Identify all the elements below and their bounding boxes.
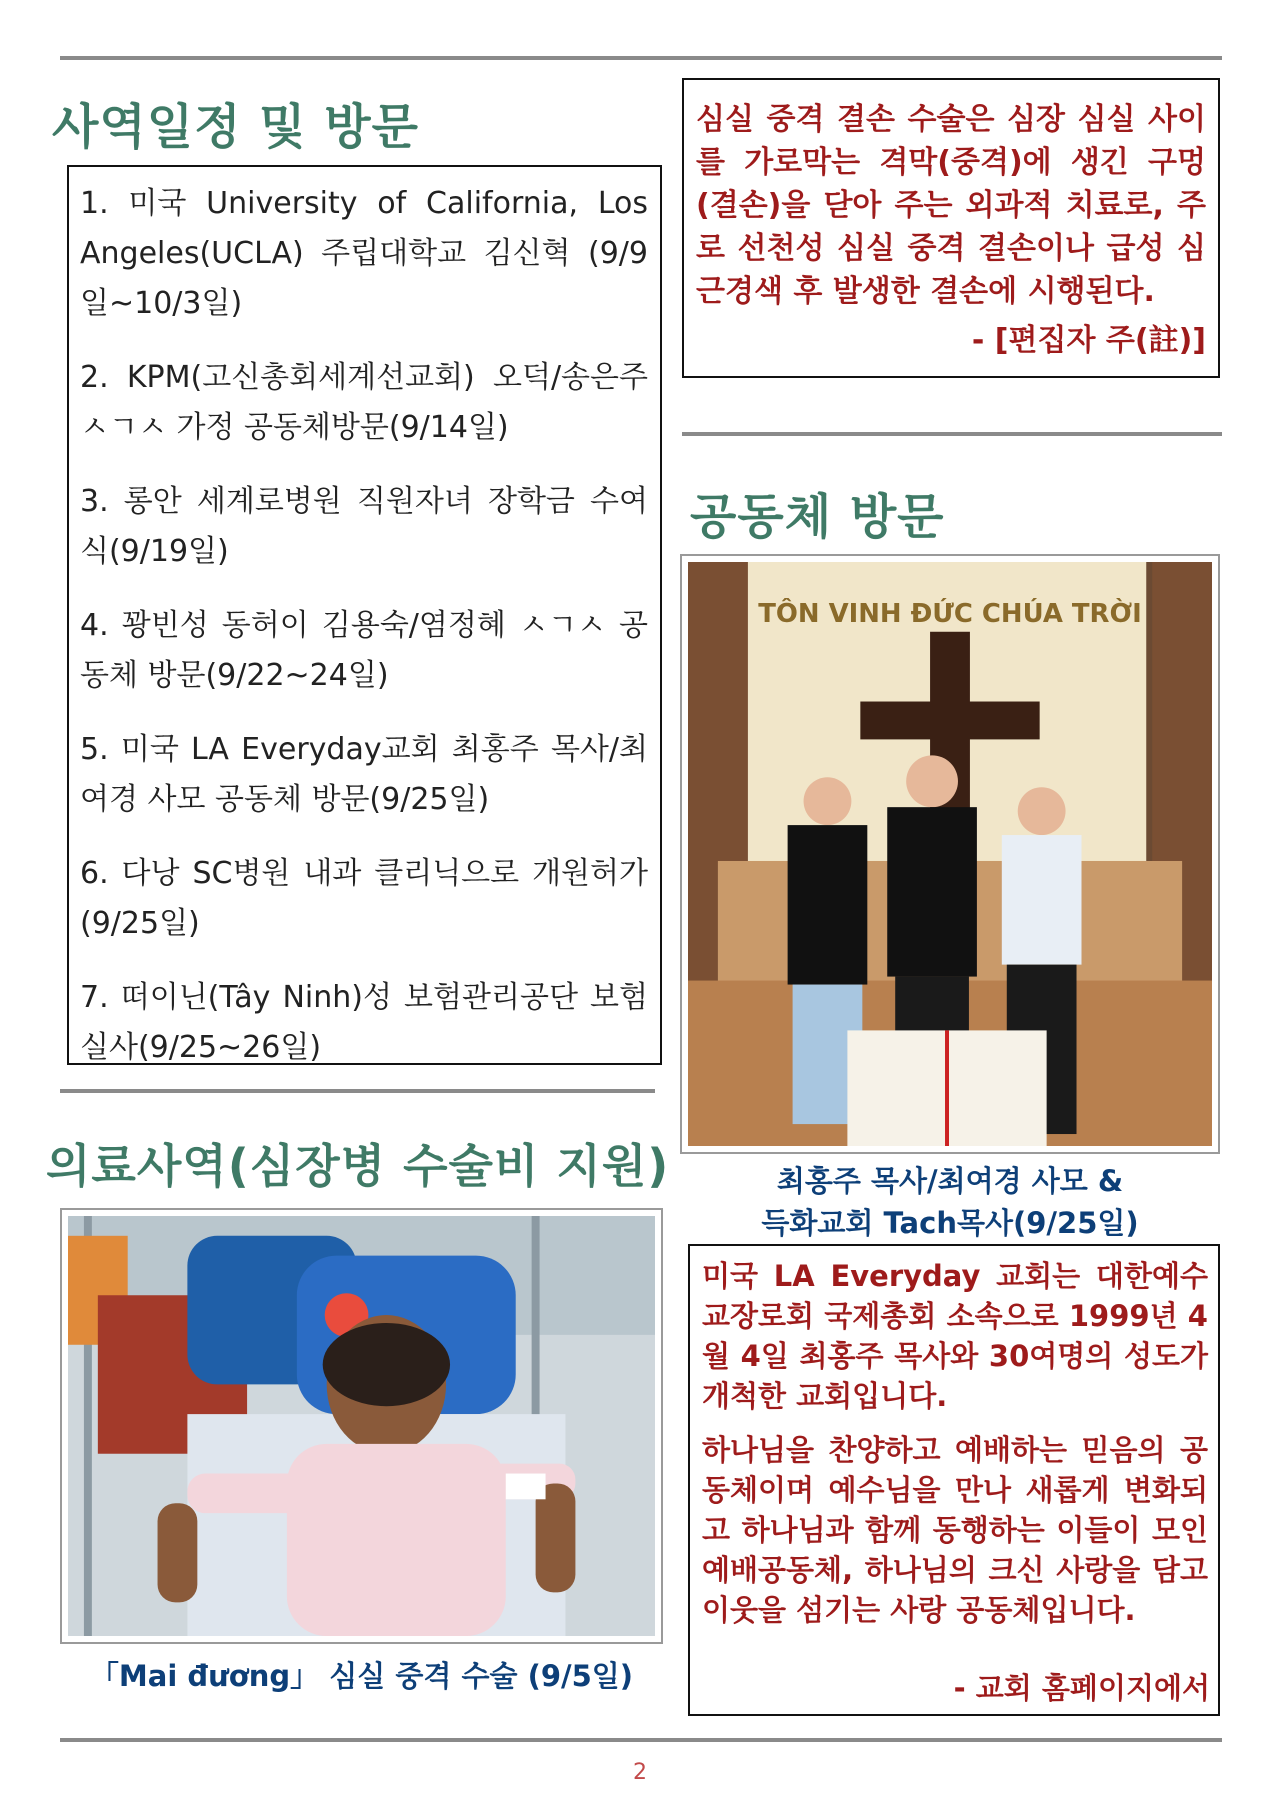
church-caption-line1: 최홍주 목사/최여경 사모 &: [776, 1164, 1124, 1198]
community-heading: 공동체 방문: [690, 489, 945, 545]
right-section-rule: [682, 432, 1222, 436]
church-photo-caption: [680, 1160, 1220, 1244]
schedule-heading: 사역일정 및 방문: [52, 99, 419, 155]
schedule-item: 1. 미국 University of California, Los Angeles(UCLA) 주립대학교 김신혁 (9/9일~10/3일): [80, 186, 648, 321]
church-photo: [688, 562, 1212, 1146]
church-photo-frame: [680, 554, 1220, 1154]
schedule-item: 6. 다낭 SC병원 내과 클리닉으로 개원허가(9/25일): [80, 856, 648, 941]
bottom-rule: [60, 1738, 1222, 1742]
left-section-rule: [60, 1089, 655, 1093]
church-note-paragraph1: 미국 LA Everyday 교회는 대한예수교장로회 국제총회 소속으로 1999년 4월 4일 최홍주 목사와 30여명의 성도가 개척한 교회입니다.: [702, 1259, 1208, 1413]
church-note-signature: - 교회 홈페이지에서: [953, 1671, 1210, 1705]
medical-heading: 의료사역(심장병 수술비 지원): [46, 1139, 670, 1193]
schedule-item: 3. 롱안 세계로병원 직원자녀 장학금 수여식(9/19일): [80, 484, 648, 569]
schedule-item: 5. 미국 LA Everyday교회 최홍주 목사/최여경 사모 공동체 방문(9/25일): [80, 732, 648, 817]
editor-note-box: [682, 78, 1220, 378]
patient-photo: [68, 1216, 655, 1636]
church-note-box: [688, 1244, 1220, 1716]
patient-photo-frame: [60, 1208, 663, 1644]
top-rule: [60, 56, 1222, 60]
church-banner-text: TÔN VINH ĐỨC CHÚA TRỜI: [758, 598, 1142, 629]
church-note-paragraph2: 하나님을 찬양하고 예배하는 믿음의 공동체이며 예수님을 만나 새롭게 변화되고 하나님과 함께 동행하는 이들이 모인 예배공동체, 하나님의 크신 사랑을 담고 이웃을 섬기는 사랑 공동체입니다.: [702, 1433, 1208, 1627]
schedule-item: 4. 꽝빈성 동허이 김용숙/염정혜 ㅅㄱㅅ 공동체 방문(9/22~24일): [80, 608, 648, 693]
editor-note-text: 심실 중격 결손 수술은 심장 심실 사이를 가로막는 격막(중격)에 생긴 구멍(결손)을 닫아 주는 외과적 치료로, 주로 선천성 심실 중격 결손이나 급성 심근경색 후 발생한 결손에 시행된다.: [696, 102, 1206, 309]
schedule-list: [80, 179, 648, 1073]
schedule-item: 2. KPM(고신총회세계선교회) 오덕/송은주 ㅅㄱㅅ 가정 공동체방문(9/14일): [80, 360, 648, 445]
schedule-box: [67, 165, 662, 1065]
patient-photo-caption: 「Mai đương」 심실 중격 수술 (9/5일): [89, 1659, 634, 1693]
page-number: 2: [633, 1760, 647, 1785]
church-caption-line2: 득화교회 Tach목사(9/25일): [761, 1206, 1139, 1240]
schedule-item: 7. 떠이닌(Tây Ninh)성 보험관리공단 보험실사(9/25~26일): [80, 980, 648, 1065]
editor-note-signature: - [편집자 주(註)]: [971, 323, 1206, 358]
